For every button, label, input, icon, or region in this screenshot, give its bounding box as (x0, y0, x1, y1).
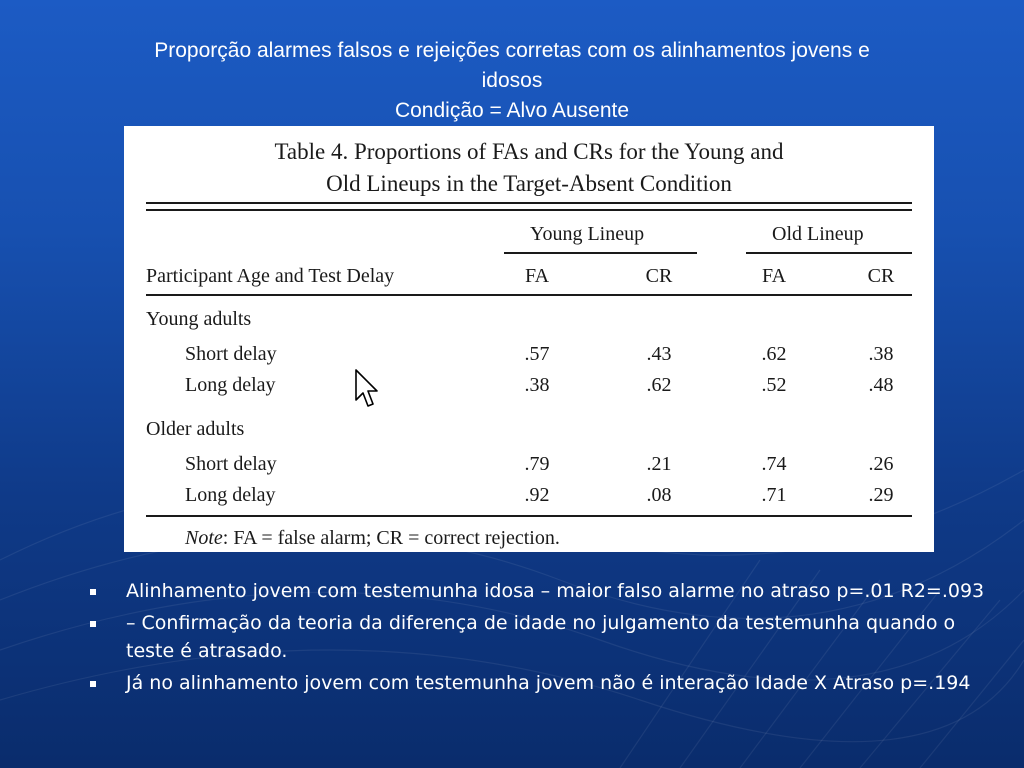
square-bullet-icon (90, 621, 96, 627)
table-cell: .62 (761, 343, 787, 365)
table-caption-line-2: Old Lineups in the Target-Absent Condition (326, 171, 732, 196)
table-note-text: : FA = false alarm; CR = correct rejection. (222, 527, 560, 549)
square-bullet-icon (90, 681, 96, 687)
group-label-young-adults: Young adults (146, 308, 252, 330)
row-label: Long delay (185, 374, 276, 396)
table-cell: .79 (524, 453, 550, 475)
table-rule-top-double (146, 209, 912, 211)
list-item (90, 609, 990, 665)
slide-title-line-3: Condição = Alvo Ausente (394, 99, 630, 122)
table-cell: .08 (646, 484, 672, 506)
slide-title-line-2: idosos (481, 69, 543, 92)
group-header-young: Young Lineup (530, 223, 645, 245)
slide-title-line-1: Proporção alarmes falsos e rejeições corretas com os alinhamentos jovens e (154, 39, 870, 62)
row-label: Short delay (185, 453, 277, 475)
table-cell: .29 (868, 484, 894, 506)
list-item (90, 577, 990, 605)
bullet-list (90, 577, 990, 701)
mouse-pointer-icon (354, 368, 380, 410)
table-image (124, 126, 934, 552)
table-cell: .38 (524, 374, 550, 396)
table-cell: .38 (868, 343, 894, 365)
slide-title (40, 36, 984, 126)
col-header: FA (761, 265, 787, 287)
square-bullet-icon (90, 589, 96, 595)
group-rule-young (504, 252, 697, 254)
table-cell: .21 (646, 453, 672, 475)
table-note (185, 526, 560, 550)
table-rule-bottom (146, 515, 912, 517)
table-note-label: Note (185, 527, 223, 549)
list-item-text: – Confirmação da teoria da diferença de idade no julgamento da testemunha quando o teste é atrasado. (126, 612, 956, 662)
list-item (90, 669, 990, 697)
table-caption (124, 136, 934, 200)
row-header: Participant Age and Test Delay (146, 265, 395, 287)
table-cell: .71 (761, 484, 787, 506)
row-label: Short delay (185, 343, 277, 365)
group-header-old: Old Lineup (772, 223, 864, 245)
list-item-text: Alinhamento jovem com testemunha idosa – maior falso alarme no atraso p=.01 R2=.093 (126, 580, 985, 602)
col-header: FA (524, 265, 550, 287)
table-cell: .43 (646, 343, 672, 365)
list-item-text: Já no alinhamento jovem com testemunha jovem não é interação Idade X Atraso p=.194 (126, 672, 971, 694)
table-cell: .52 (761, 374, 787, 396)
col-header: CR (645, 265, 673, 287)
col-header: CR (867, 265, 895, 287)
group-label-older-adults: Older adults (146, 418, 245, 440)
group-rule-old (746, 252, 912, 254)
table-caption-line-1: Table 4. Proportions of FAs and CRs for the Young and (274, 139, 784, 164)
table-cell: .62 (646, 374, 672, 396)
table-cell: .48 (868, 374, 894, 396)
table-cell: .74 (761, 453, 787, 475)
table-cell: .26 (868, 453, 894, 475)
row-label: Long delay (185, 484, 276, 506)
table-cell: .57 (524, 343, 550, 365)
table-rule-header (146, 294, 912, 296)
table-rule-top (146, 202, 912, 204)
table-cell: .92 (524, 484, 550, 506)
